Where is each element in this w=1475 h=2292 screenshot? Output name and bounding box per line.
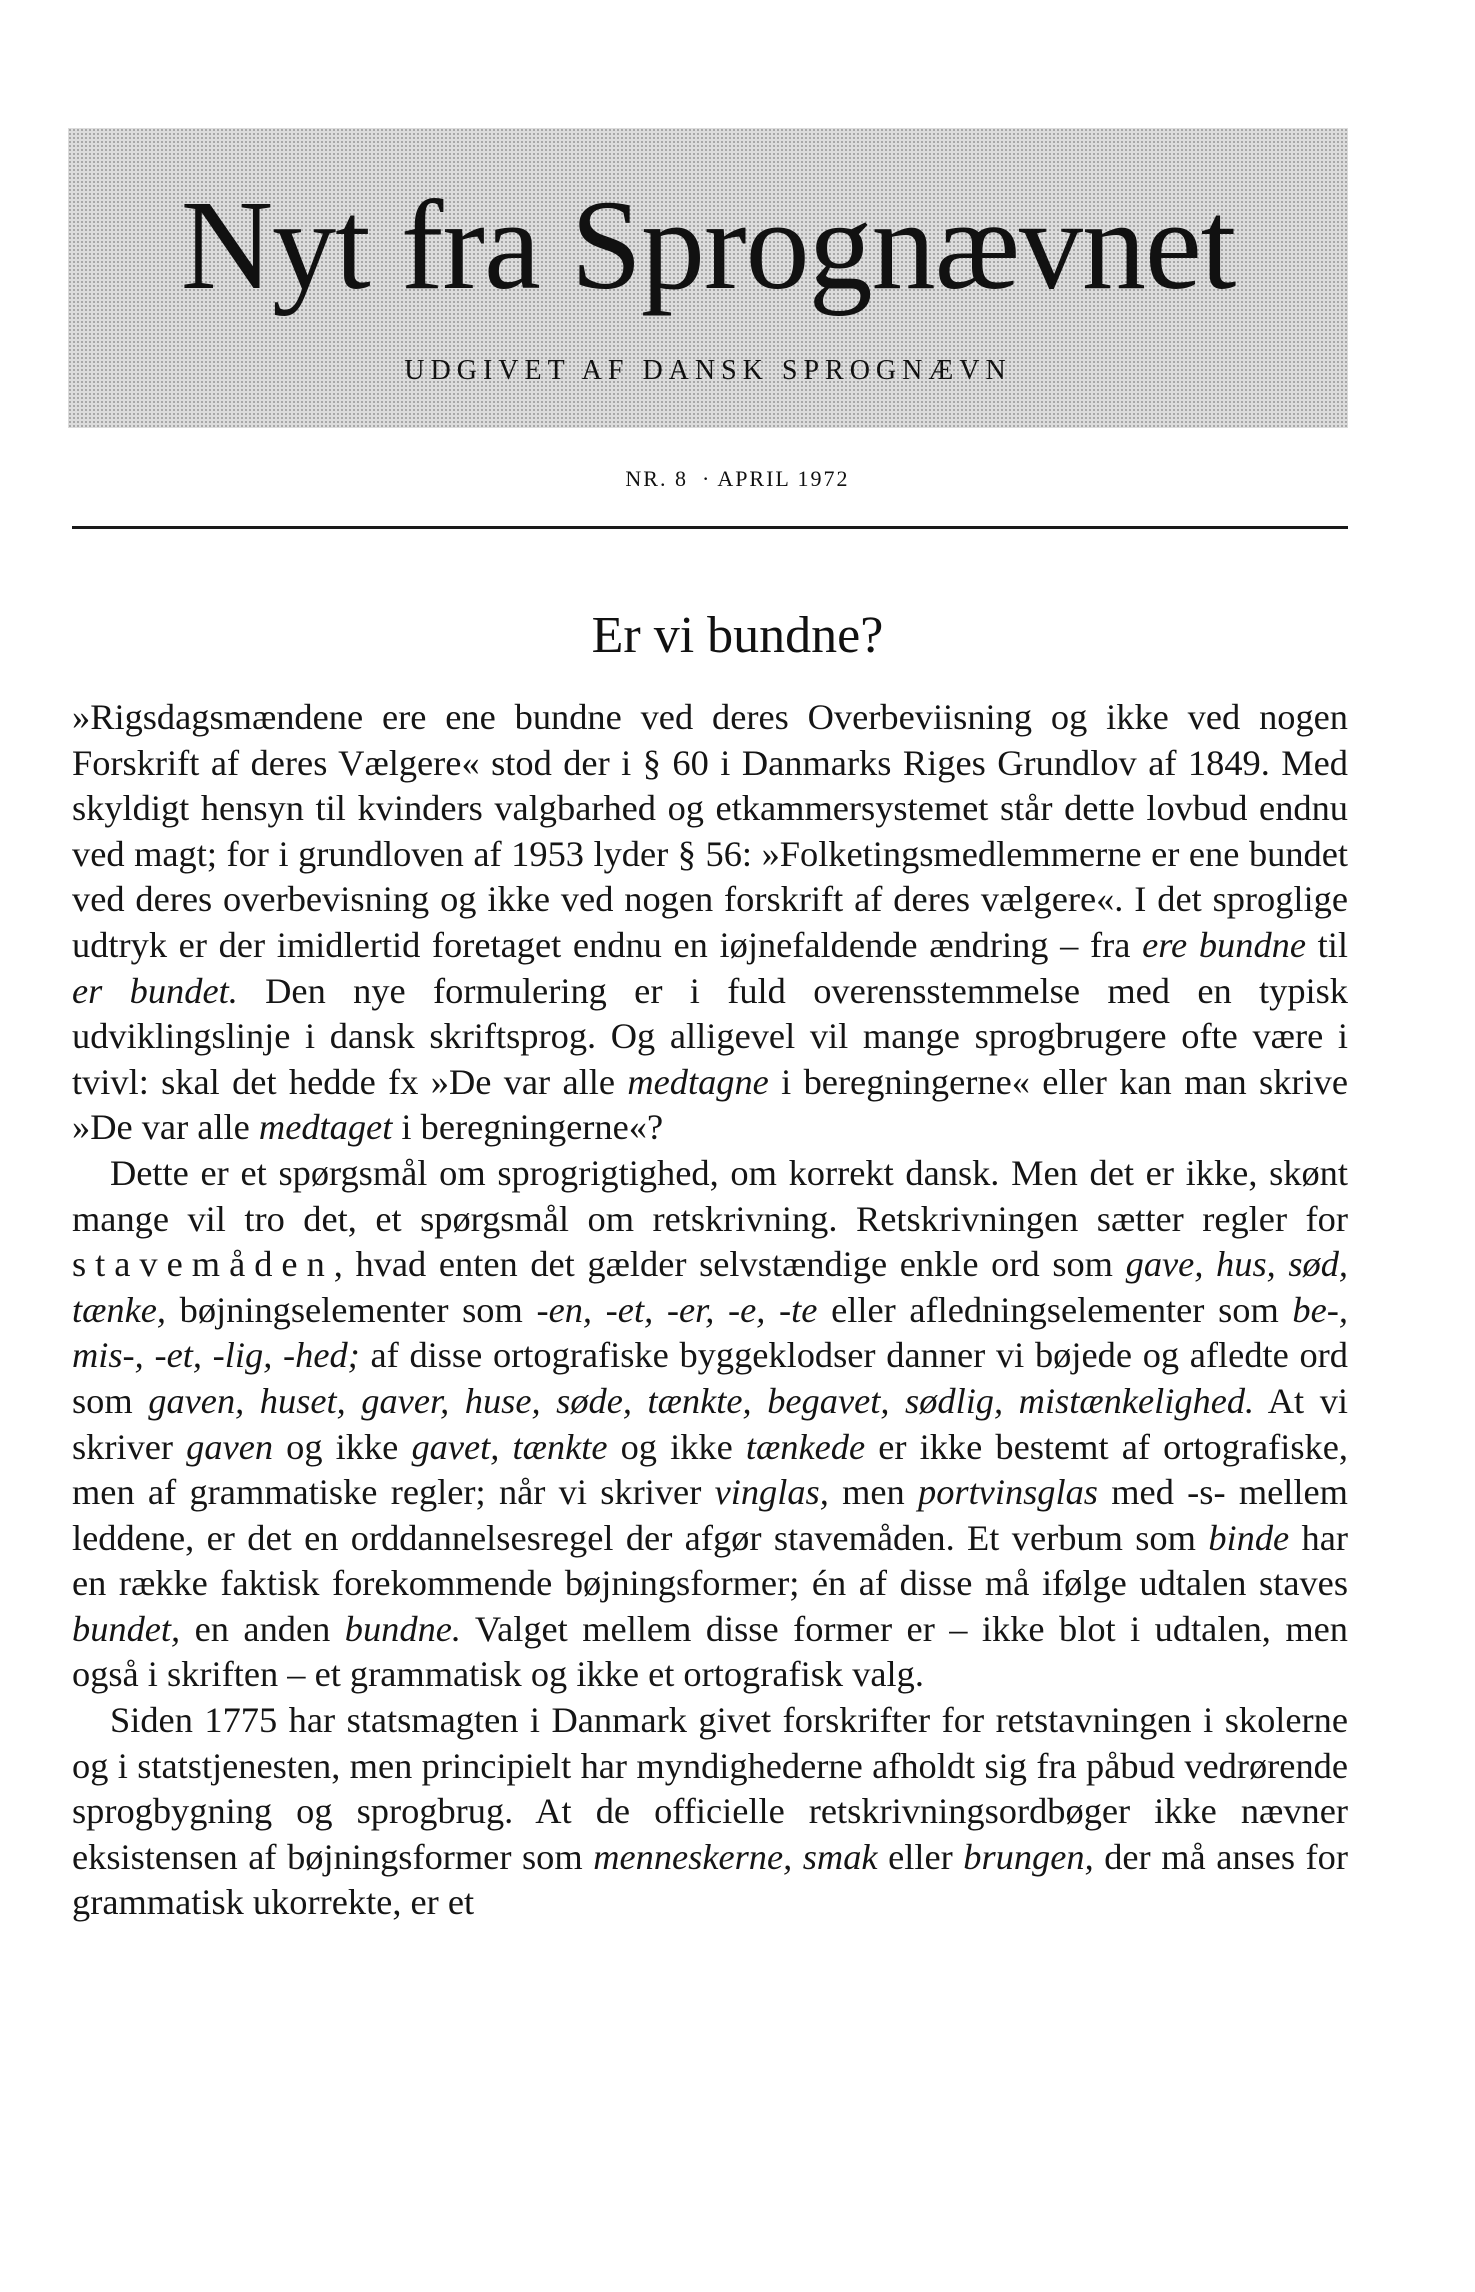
italic-term: vinglas, xyxy=(714,1472,829,1513)
text-run: »Rigsdagsmændene ere ene bundne ved deres Overbeviisning og ikke ved nogen Forskrift af deres Vælgere« stod der i § 60 i Danmarks Riges Grundlov af 1849. Med skyldigt hensyn til kvinders valgbarhed og etkammersystemet står dette lovbud endnu ved magt; for i grundloven af 1953 lyder § 56: »Folketingsmedlemmerne er ene bundet ved deres overbevisning og ikke ved nogen forskrift af deres vælgere«. I det sproglige udtryk er der imidlertid foretaget endnu en iøjnefaldende ændring – fra xyxy=(72,697,1348,965)
italic-term: gave, hus, sød, tænke, xyxy=(72,1244,1348,1330)
text-run: i beregningerne« eller kan man skrive »De var alle xyxy=(72,1061,1348,1148)
text-run: Dette er et spørgsmål om sprogrigtighed, om korrekt dansk. Men det er ikke, skønt mange vil tro det, et spørgsmål om retskrivning. Retskrivningen sætter regler for xyxy=(72,1152,1348,1239)
issue-line xyxy=(0,466,1475,492)
italic-term: portvinsglas xyxy=(918,1472,1098,1513)
italic-term: gavet, tænkte xyxy=(411,1426,608,1467)
issue-number: NR. 8 xyxy=(625,466,688,491)
text-run: bøjningselementer som xyxy=(165,1289,537,1330)
text-run: med -s- mellem leddene, er det en orddannelsesregel der afgør stavemåden. Et verbum som xyxy=(72,1472,1348,1558)
header-rule xyxy=(72,526,1348,529)
publication-title: Nyt fra Sprognævnet xyxy=(180,174,1236,316)
text-run: i beregningerne«? xyxy=(392,1107,664,1148)
masthead xyxy=(68,128,1348,428)
text-run: men xyxy=(828,1472,919,1513)
text-run: Valget mellem disse former er – ikke blot i udtalen, men også i skriften – et grammatisk og ikke et ortografisk valg. xyxy=(72,1608,1349,1695)
text-run: af disse ortografiske byggeklodser danner vi bøjede og afledte ord som xyxy=(72,1335,1348,1421)
text-run: til xyxy=(1306,924,1348,965)
italic-term: menneskerne, smak xyxy=(593,1836,878,1877)
italic-term: binde xyxy=(1208,1517,1290,1558)
italic-term: brungen, xyxy=(963,1836,1094,1877)
text-run: At vi skriver xyxy=(72,1380,1349,1467)
italic-term: er bundet. xyxy=(72,970,238,1011)
italic-term: bundne. xyxy=(344,1608,462,1649)
text-run: og ikke xyxy=(273,1426,412,1467)
italic-term: gaven xyxy=(186,1426,274,1467)
spaced-term: stavemåden xyxy=(72,1244,334,1285)
italic-term: be-, mis-, -et, -lig, -hed; xyxy=(72,1289,1348,1376)
text-run: eller xyxy=(877,1836,964,1877)
issue-separator: · xyxy=(701,466,712,491)
text-run: der må anses for grammatisk ukorrekte, er et xyxy=(72,1836,1348,1923)
italic-term: bundet, xyxy=(72,1608,181,1649)
italic-term: tænkede xyxy=(745,1426,866,1467)
paragraph xyxy=(72,695,1348,1151)
text-run: er ikke bestemt af ortografiske, men af grammatiske regler; når vi skriver xyxy=(72,1426,1349,1513)
italic-term: medtagne xyxy=(627,1061,769,1102)
text-run: , hvad enten det gælder selvstændige enkle ord som xyxy=(333,1244,1126,1285)
italic-term: ere bundne xyxy=(1142,924,1306,965)
paragraph xyxy=(72,1698,1348,1926)
italic-term: medtaget xyxy=(258,1107,393,1148)
text-run: Den nye formulering er i fuld overensstemmelse med en typisk udviklingslinje i dansk skriftsprog. Og alligevel vil mange sprogbrugere ofte være i tvivl: skal det hedde fx »De var alle xyxy=(72,970,1348,1102)
text-run: Siden 1775 har statsmagten i Danmark givet forskrifter for retstavningen i skolerne og i statstjenesten, men principielt har myndighederne afholdt sig fra påbud vedrørende sprogbygning og sprogbrug. At de officielle retskrivningsordbøger ikke nævner eksistensen af bøjningsformer som xyxy=(72,1700,1348,1877)
article-title: Er vi bundne? xyxy=(591,607,884,664)
paragraph xyxy=(72,1151,1348,1698)
publisher-line: UDGIVET AF DANSK SPROGNÆVN xyxy=(404,355,1012,386)
italic-term: -en, -et, -er, -e, -te xyxy=(536,1289,818,1330)
issue-date: APRIL 1972 xyxy=(717,466,850,491)
text-run: har en række faktisk forekommende bøjningsformer; én af disse må ifølge udtalen staves xyxy=(72,1517,1348,1604)
text-run: eller afledningselementer som xyxy=(817,1289,1293,1330)
text-run: en anden xyxy=(180,1608,345,1649)
italic-term: gaven, huset, gaver, huse, søde, tænkte, begavet, sødlig, mistænkelighed. xyxy=(148,1380,1255,1421)
text-run: og ikke xyxy=(607,1426,746,1467)
article-body xyxy=(72,695,1348,1926)
